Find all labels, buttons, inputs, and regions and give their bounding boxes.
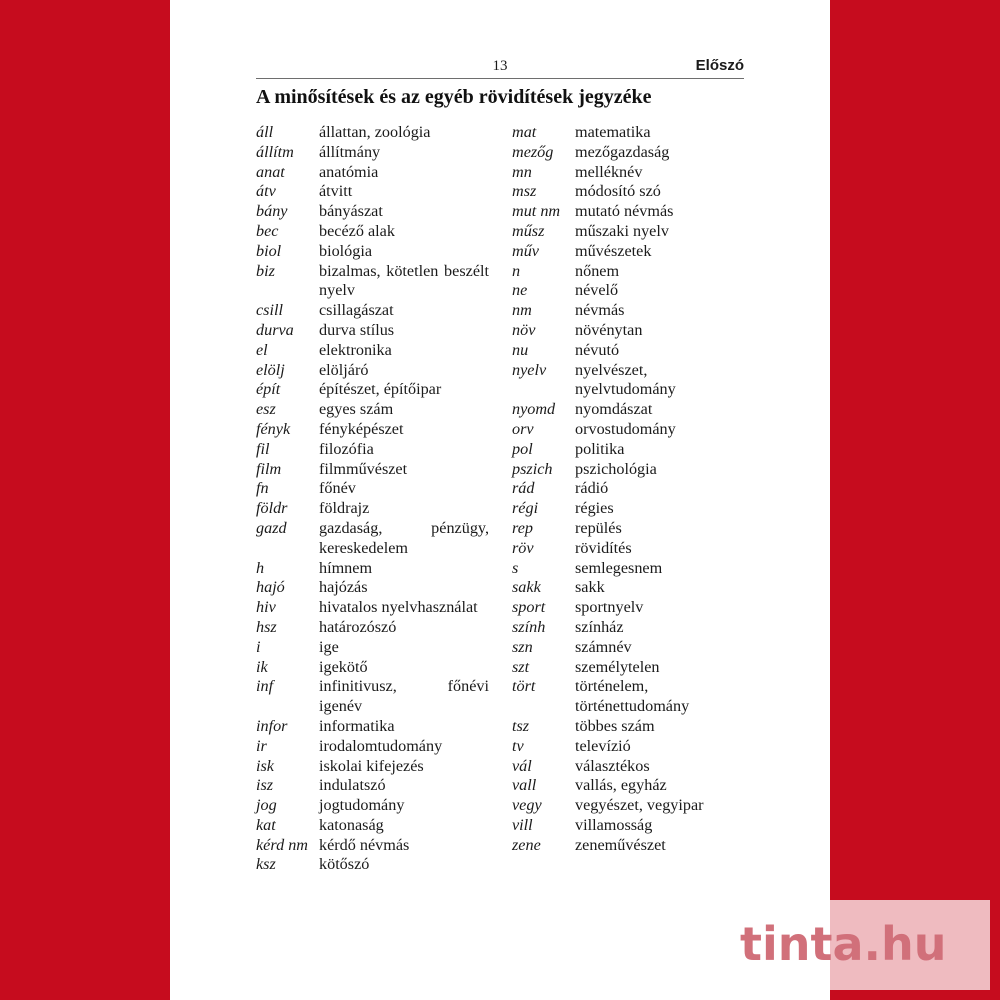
abbreviation: hiv xyxy=(256,598,276,617)
abbreviation-entry xyxy=(256,598,501,618)
abbreviation-meaning: sakk xyxy=(575,578,605,597)
abbreviation: műsz xyxy=(512,221,545,240)
abbreviation-meaning: választékos xyxy=(575,756,650,775)
abbreviation-entry xyxy=(256,776,501,796)
abbreviation-entry xyxy=(256,163,501,183)
abbreviation-meaning: politika xyxy=(575,439,625,458)
abbreviation-entry xyxy=(256,499,501,519)
abbreviation-meaning: informatika xyxy=(319,716,395,735)
abbreviation-entry xyxy=(256,578,501,598)
section-label: Előszó xyxy=(695,57,744,74)
abbreviation-entry xyxy=(512,262,744,282)
abbreviation-entry xyxy=(512,143,744,163)
abbreviation: földr xyxy=(256,499,288,518)
abbreviation-meaning: durva stílus xyxy=(319,320,395,339)
watermark xyxy=(728,900,990,990)
abbreviation-meaning: földrajz xyxy=(319,499,370,518)
abbreviation-entry xyxy=(512,301,744,321)
abbreviation: el xyxy=(256,340,268,359)
abbreviation-meaning: gazdaság, pénzügy, kereskedelem xyxy=(319,518,489,557)
abbreviation-entry xyxy=(512,123,744,143)
abbreviation: h xyxy=(256,558,265,577)
abbreviation-entry xyxy=(256,182,501,202)
abbreviation-entry xyxy=(256,400,501,420)
abbreviation: vegy xyxy=(512,796,542,815)
abbreviation-entry xyxy=(512,658,744,678)
abbreviation: mezőg xyxy=(512,142,554,161)
abbreviation-entry xyxy=(512,281,744,301)
abbreviation-meaning: irodalomtudomány xyxy=(319,736,443,755)
abbreviation: csill xyxy=(256,301,283,320)
abbreviation-entry xyxy=(256,737,501,757)
abbreviation: vill xyxy=(512,815,533,834)
abbreviation-entry xyxy=(512,559,744,579)
abbreviation-meaning: televízió xyxy=(575,736,631,755)
abbreviation: anat xyxy=(256,162,285,181)
abbreviation-meaning: anatómia xyxy=(319,162,379,181)
abbreviation-entry xyxy=(512,539,744,559)
abbreviation-entry xyxy=(256,618,501,638)
page-header xyxy=(256,56,744,79)
abbreviation-meaning: katonaság xyxy=(319,815,384,834)
abbreviation-meaning: filozófia xyxy=(319,439,374,458)
abbreviation-column-right xyxy=(512,123,744,855)
abbreviation: tört xyxy=(512,677,536,696)
abbreviation-entry xyxy=(256,361,501,381)
abbreviation: ne xyxy=(512,281,528,300)
abbreviation-entry xyxy=(512,321,744,341)
abbreviation-meaning: kérdő névmás xyxy=(319,835,410,854)
abbreviation-entry xyxy=(256,420,501,440)
abbreviation: nyelv xyxy=(512,360,547,379)
abbreviation-meaning: villamosság xyxy=(575,815,653,834)
abbreviation-meaning: állítmány xyxy=(319,142,381,161)
abbreviation: vall xyxy=(512,776,537,795)
abbreviation: isk xyxy=(256,756,274,775)
abbreviation-meaning: mezőgazdaság xyxy=(575,142,670,161)
abbreviation: tsz xyxy=(512,716,530,735)
abbreviation-meaning: névelő xyxy=(575,281,619,300)
abbreviation-meaning: egyes szám xyxy=(319,400,394,419)
abbreviation: ksz xyxy=(256,855,276,874)
abbreviation-entry xyxy=(512,737,744,757)
abbreviation: szt xyxy=(512,657,530,676)
abbreviation: műv xyxy=(512,241,539,260)
abbreviation-meaning: állattan, zoológia xyxy=(319,123,431,141)
abbreviation-meaning: nyomdászat xyxy=(575,400,653,419)
abbreviation-entry xyxy=(256,301,501,321)
abbreviation: orv xyxy=(512,419,534,438)
abbreviation-meaning: sportnyelv xyxy=(575,598,644,617)
abbreviation-meaning: biológia xyxy=(319,241,373,260)
abbreviation-meaning: jogtudomány xyxy=(319,796,405,815)
abbreviation-meaning: elektronika xyxy=(319,340,392,359)
abbreviation-entry xyxy=(512,578,744,598)
abbreviation-entry xyxy=(512,499,744,519)
abbreviation-meaning: számnév xyxy=(575,637,632,656)
abbreviation: áll xyxy=(256,123,274,141)
abbreviation-meaning: hímnem xyxy=(319,558,373,577)
abbreviation: kérd nm xyxy=(256,835,308,854)
abbreviation-meaning: bányászat xyxy=(319,202,383,221)
abbreviation: mat xyxy=(512,123,537,141)
abbreviation-meaning: módosító szó xyxy=(575,182,661,201)
abbreviation: sakk xyxy=(512,578,541,597)
abbreviation-meaning: névutó xyxy=(575,340,620,359)
abbreviation: rád xyxy=(512,479,535,498)
abbreviation: bec xyxy=(256,221,279,240)
abbreviation: nyomd xyxy=(512,400,556,419)
abbreviation-meaning: nőnem xyxy=(575,261,620,280)
abbreviation-entry xyxy=(512,242,744,262)
abbreviation: hajó xyxy=(256,578,285,597)
abbreviation-entry xyxy=(512,677,744,717)
abbreviation-meaning: történelem, történettudomány xyxy=(575,677,690,716)
abbreviation-meaning: orvostudomány xyxy=(575,419,676,438)
abbreviation-entry xyxy=(256,143,501,163)
abbreviation-meaning: iskolai kifejezés xyxy=(319,756,424,775)
abbreviation-entry xyxy=(512,182,744,202)
abbreviation: rep xyxy=(512,518,533,537)
abbreviation-entry xyxy=(512,598,744,618)
abbreviation-entry xyxy=(256,321,501,341)
abbreviation-meaning: főnév xyxy=(319,479,356,498)
abbreviation-meaning: indulatszó xyxy=(319,776,386,795)
abbreviation-entry xyxy=(512,361,744,401)
abbreviation: épít xyxy=(256,380,281,399)
abbreviation-entry xyxy=(512,202,744,222)
abbreviation: vál xyxy=(512,756,532,775)
abbreviation-entry xyxy=(512,836,744,856)
abbreviation-meaning: határozószó xyxy=(319,617,397,636)
abbreviation-entry xyxy=(256,222,501,242)
abbreviation-entry xyxy=(512,440,744,460)
abbreviation: n xyxy=(512,261,521,280)
abbreviation: régi xyxy=(512,499,539,518)
abbreviation-meaning: névmás xyxy=(575,301,625,320)
abbreviation: s xyxy=(512,558,519,577)
abbreviation-meaning: átvitt xyxy=(319,182,353,201)
abbreviation-entry xyxy=(256,123,501,143)
abbreviation-meaning: régies xyxy=(575,499,614,518)
abbreviation-entry xyxy=(512,717,744,737)
watermark-text: tinta.hu xyxy=(740,917,947,971)
page-title: A minősítések és az egyéb rövidítések jegyzéke xyxy=(256,86,652,108)
abbreviation-entry xyxy=(512,776,744,796)
abbreviation-column-left xyxy=(256,123,501,875)
abbreviation-entry xyxy=(256,242,501,262)
abbreviation-entry xyxy=(512,479,744,499)
abbreviation-meaning: igekötő xyxy=(319,657,368,676)
abbreviation-meaning: mutató névmás xyxy=(575,202,674,221)
abbreviation-entry xyxy=(256,341,501,361)
abbreviation: ir xyxy=(256,736,267,755)
abbreviation-meaning: hivatalos nyelvhasználat xyxy=(319,598,478,617)
abbreviation-entry xyxy=(256,638,501,658)
abbreviation-entry xyxy=(512,222,744,242)
abbreviation-meaning: melléknév xyxy=(575,162,643,181)
abbreviation-meaning: semlegesnem xyxy=(575,558,663,577)
abbreviation: durva xyxy=(256,320,294,339)
abbreviation-meaning: matematika xyxy=(575,123,651,141)
abbreviation: i xyxy=(256,637,261,656)
abbreviation: sport xyxy=(512,598,546,617)
book-page xyxy=(170,0,830,1000)
abbreviation: átv xyxy=(256,182,276,201)
page-number: 13 xyxy=(492,58,508,74)
abbreviation-entry xyxy=(256,816,501,836)
abbreviation-meaning: repülés xyxy=(575,518,622,537)
abbreviation: inf xyxy=(256,677,274,696)
abbreviation: pol xyxy=(512,439,533,458)
abbreviation: fil xyxy=(256,439,270,458)
abbreviation-entry xyxy=(512,519,744,539)
abbreviation: szn xyxy=(512,637,533,656)
abbreviation-meaning: infinitivusz, főnévi igenév xyxy=(319,677,489,716)
abbreviation: isz xyxy=(256,776,274,795)
abbreviation: növ xyxy=(512,320,536,339)
abbreviation-entry xyxy=(256,262,501,302)
abbreviation-entry xyxy=(512,460,744,480)
abbreviation-entry xyxy=(256,677,501,717)
abbreviation: pszich xyxy=(512,459,553,478)
abbreviation-entry xyxy=(256,440,501,460)
abbreviation-meaning: hajózás xyxy=(319,578,368,597)
abbreviation-meaning: rádió xyxy=(575,479,609,498)
abbreviation: nm xyxy=(512,301,532,320)
abbreviation-entry xyxy=(256,559,501,579)
abbreviation-meaning: csillagászat xyxy=(319,301,394,320)
abbreviation: állítm xyxy=(256,142,294,161)
abbreviation: röv xyxy=(512,538,534,557)
abbreviation: biz xyxy=(256,261,275,280)
abbreviation-meaning: zeneművészet xyxy=(575,835,666,854)
abbreviation: esz xyxy=(256,400,276,419)
abbreviation-meaning: művészetek xyxy=(575,241,652,260)
abbreviation-entry xyxy=(512,796,744,816)
abbreviation: kat xyxy=(256,815,276,834)
abbreviation: msz xyxy=(512,182,537,201)
abbreviation-entry xyxy=(256,479,501,499)
abbreviation-entry xyxy=(512,420,744,440)
abbreviation-meaning: vallás, egyház xyxy=(575,776,667,795)
abbreviation-meaning: növénytan xyxy=(575,320,643,339)
abbreviation-meaning: rövidítés xyxy=(575,538,632,557)
abbreviation: jog xyxy=(256,796,277,815)
abbreviation-entry xyxy=(512,618,744,638)
abbreviation: zene xyxy=(512,835,541,854)
abbreviation: biol xyxy=(256,241,282,260)
abbreviation-entry xyxy=(256,757,501,777)
abbreviation-meaning: vegyészet, vegyipar xyxy=(575,796,704,815)
abbreviation: infor xyxy=(256,716,288,735)
abbreviation-entry xyxy=(256,460,501,480)
abbreviation-entry xyxy=(256,519,501,559)
abbreviation-meaning: többes szám xyxy=(575,716,655,735)
abbreviation: bány xyxy=(256,202,288,221)
abbreviation: film xyxy=(256,459,282,478)
abbreviation: nu xyxy=(512,340,529,359)
abbreviation: gazd xyxy=(256,518,287,537)
abbreviation-entry xyxy=(512,638,744,658)
abbreviation-meaning: színház xyxy=(575,617,624,636)
abbreviation: ik xyxy=(256,657,268,676)
abbreviation-entry xyxy=(256,836,501,856)
abbreviation-meaning: bizalmas, kötetlen beszélt nyelv xyxy=(319,261,489,300)
abbreviation-meaning: nyelvészet, nyelvtudomány xyxy=(575,360,676,399)
abbreviation-meaning: elöljáró xyxy=(319,360,369,379)
abbreviation: szính xyxy=(512,617,546,636)
abbreviation: fényk xyxy=(256,419,291,438)
abbreviation-entry xyxy=(512,341,744,361)
abbreviation-entry xyxy=(256,796,501,816)
abbreviation-meaning: személytelen xyxy=(575,657,660,676)
abbreviation-entry xyxy=(256,380,501,400)
abbreviation-meaning: pszichológia xyxy=(575,459,657,478)
abbreviation-meaning: ige xyxy=(319,637,339,656)
abbreviation-entry xyxy=(256,202,501,222)
abbreviation-entry xyxy=(256,658,501,678)
abbreviation: tv xyxy=(512,736,524,755)
abbreviation-entry xyxy=(512,163,744,183)
abbreviation: hsz xyxy=(256,617,277,636)
abbreviation: elölj xyxy=(256,360,285,379)
abbreviation-meaning: építészet, építőipar xyxy=(319,380,442,399)
abbreviation: mut nm xyxy=(512,202,561,221)
abbreviation: fn xyxy=(256,479,269,498)
abbreviation: mn xyxy=(512,162,532,181)
abbreviation-meaning: filmművészet xyxy=(319,459,408,478)
abbreviation-meaning: becéző alak xyxy=(319,221,395,240)
abbreviation-meaning: fényképészet xyxy=(319,419,404,438)
abbreviation-entry xyxy=(256,717,501,737)
abbreviation-meaning: kötőszó xyxy=(319,855,370,874)
abbreviation-entry xyxy=(512,757,744,777)
abbreviation-entry xyxy=(256,855,501,875)
abbreviation-entry xyxy=(512,816,744,836)
abbreviation-entry xyxy=(512,400,744,420)
abbreviation-meaning: műszaki nyelv xyxy=(575,221,669,240)
